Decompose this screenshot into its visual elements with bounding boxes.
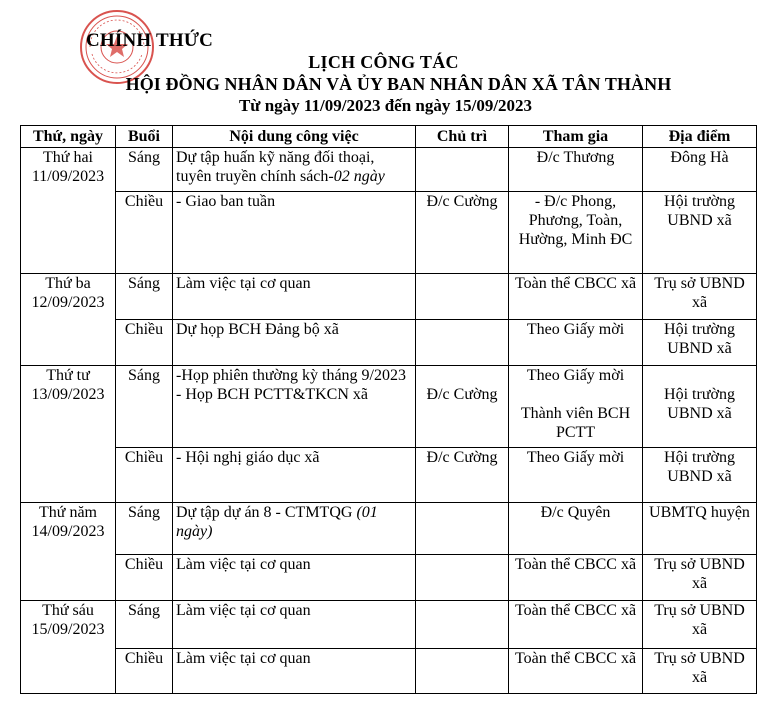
day-date: 11/09/2023	[31, 168, 105, 185]
content-text: -Họp phiên thường kỳ tháng 9/2023	[176, 367, 406, 384]
day-date: 15/09/2023	[31, 621, 105, 638]
content-cell: Làm việc tại cơ quan	[173, 649, 416, 694]
day-date: 12/09/2023	[31, 294, 105, 311]
content-cell: Làm việc tại cơ quan	[173, 274, 416, 320]
place-cell: Trụ sở UBND xã	[643, 555, 757, 601]
day-name: Thứ sáu	[42, 602, 94, 619]
content-cell: - Hội nghị giáo dục xã	[173, 448, 416, 503]
participants-text: Thành viên BCH PCTT	[520, 405, 631, 441]
official-label: CHÍNH THỨC	[86, 30, 214, 51]
session-cell: Chiều	[116, 320, 173, 366]
table-row	[21, 448, 757, 503]
participants-cell: Toàn thể CBCC xã	[509, 274, 643, 320]
day-cell	[21, 274, 116, 366]
day-cell	[21, 366, 116, 503]
content-cell	[173, 148, 416, 192]
day-cell	[21, 503, 116, 601]
table-row	[21, 555, 757, 601]
session-cell: Chiều	[116, 192, 173, 274]
participants-cell: Theo Giấy mời	[509, 320, 643, 366]
place-text: Hội trường UBND xã	[664, 386, 735, 422]
content-cell	[173, 366, 416, 448]
participants-cell	[509, 366, 643, 448]
day-name: Thứ hai	[43, 149, 93, 166]
table-row	[21, 503, 757, 555]
chair-cell: Đ/c Cường	[416, 448, 509, 503]
chair-cell	[416, 601, 509, 649]
day-name: Thứ tư	[46, 367, 90, 384]
table-row	[21, 274, 757, 320]
chair-cell	[416, 649, 509, 694]
chair-cell	[416, 148, 509, 192]
session-cell: Sáng	[116, 148, 173, 192]
chair-cell	[416, 274, 509, 320]
participants-cell: Theo Giấy mời	[509, 448, 643, 503]
session-cell: Chiều	[116, 555, 173, 601]
table-row	[21, 366, 757, 448]
document-title: LỊCH CÔNG TÁC	[308, 52, 459, 72]
place-cell: Trụ sở UBND xã	[643, 274, 757, 320]
table-row	[21, 192, 757, 274]
chair-cell	[416, 503, 509, 555]
day-name: Thứ ba	[45, 275, 91, 292]
participants-cell: Toàn thể CBCC xã	[509, 649, 643, 694]
place-cell: Trụ sở UBND xã	[643, 601, 757, 649]
session-cell: Chiều	[116, 649, 173, 694]
chair-cell: Đ/c Cường	[416, 192, 509, 274]
col-header-place: Địa điểm	[643, 126, 757, 148]
chair-cell	[416, 366, 509, 448]
place-cell	[643, 366, 757, 448]
place-cell: Đông Hà	[643, 148, 757, 192]
table-row	[21, 649, 757, 694]
participants-cell: Đ/c Thương	[509, 148, 643, 192]
day-cell	[21, 601, 116, 694]
session-cell: Chiều	[116, 448, 173, 503]
content-text: Dự tập dự án 8 - CTMTQG	[176, 504, 357, 521]
participants-text: Theo Giấy mời	[526, 367, 625, 384]
participants-cell: - Đ/c Phong, Phương, Toàn, Hường, Minh ĐC	[509, 192, 643, 274]
participants-cell: Toàn thể CBCC xã	[509, 601, 643, 649]
place-cell: Trụ sở UBND xã	[643, 649, 757, 694]
day-date: 14/09/2023	[31, 523, 105, 540]
content-cell: Dự họp BCH Đảng bộ xã	[173, 320, 416, 366]
content-cell: Làm việc tại cơ quan	[173, 601, 416, 649]
content-cell: - Giao ban tuần	[173, 192, 416, 274]
table-row	[21, 601, 757, 649]
content-duration: (01 ngày)	[176, 504, 378, 540]
col-header-session: Buổi	[116, 126, 173, 148]
content-cell	[173, 503, 416, 555]
col-header-content: Nội dung công việc	[173, 126, 416, 148]
schedule-table	[20, 125, 757, 694]
place-cell: UBMTQ huyện	[643, 503, 757, 555]
col-header-day: Thứ, ngày	[21, 126, 116, 148]
content-cell: Làm việc tại cơ quan	[173, 555, 416, 601]
chair-cell	[416, 555, 509, 601]
session-cell: Sáng	[116, 503, 173, 555]
table-row	[21, 320, 757, 366]
day-cell	[21, 148, 116, 274]
participants-cell: Đ/c Quyên	[509, 503, 643, 555]
date-range: Từ ngày 11/09/2023 đến ngày 15/09/2023	[238, 96, 533, 115]
table-header-row	[21, 126, 757, 148]
session-cell: Sáng	[116, 274, 173, 320]
session-cell: Sáng	[116, 366, 173, 448]
place-cell: Hội trường UBND xã	[643, 320, 757, 366]
table-row	[21, 148, 757, 192]
session-cell: Sáng	[116, 601, 173, 649]
chair-cell	[416, 320, 509, 366]
chair-text: Đ/c Cường	[426, 386, 498, 403]
day-date: 13/09/2023	[31, 386, 105, 403]
content-duration: 02 ngày	[333, 168, 385, 185]
content-text: - Họp BCH PCTT&TKCN xã	[176, 386, 368, 403]
place-cell: Hội trường UBND xã	[643, 448, 757, 503]
col-header-chair: Chủ trì	[416, 126, 509, 148]
day-name: Thứ năm	[39, 504, 97, 521]
participants-cell: Toàn thể CBCC xã	[509, 555, 643, 601]
document-subtitle: HỘI ĐỒNG NHÂN DÂN VÀ ỦY BAN NHÂN DÂN XÃ TÂN THÀNH	[125, 74, 672, 94]
col-header-participants: Tham gia	[509, 126, 643, 148]
place-cell: Hội trường UBND xã	[643, 192, 757, 274]
content-text: Dự tập huấn kỹ năng đối thoại, tuyên truyền chính sách-	[176, 149, 375, 185]
